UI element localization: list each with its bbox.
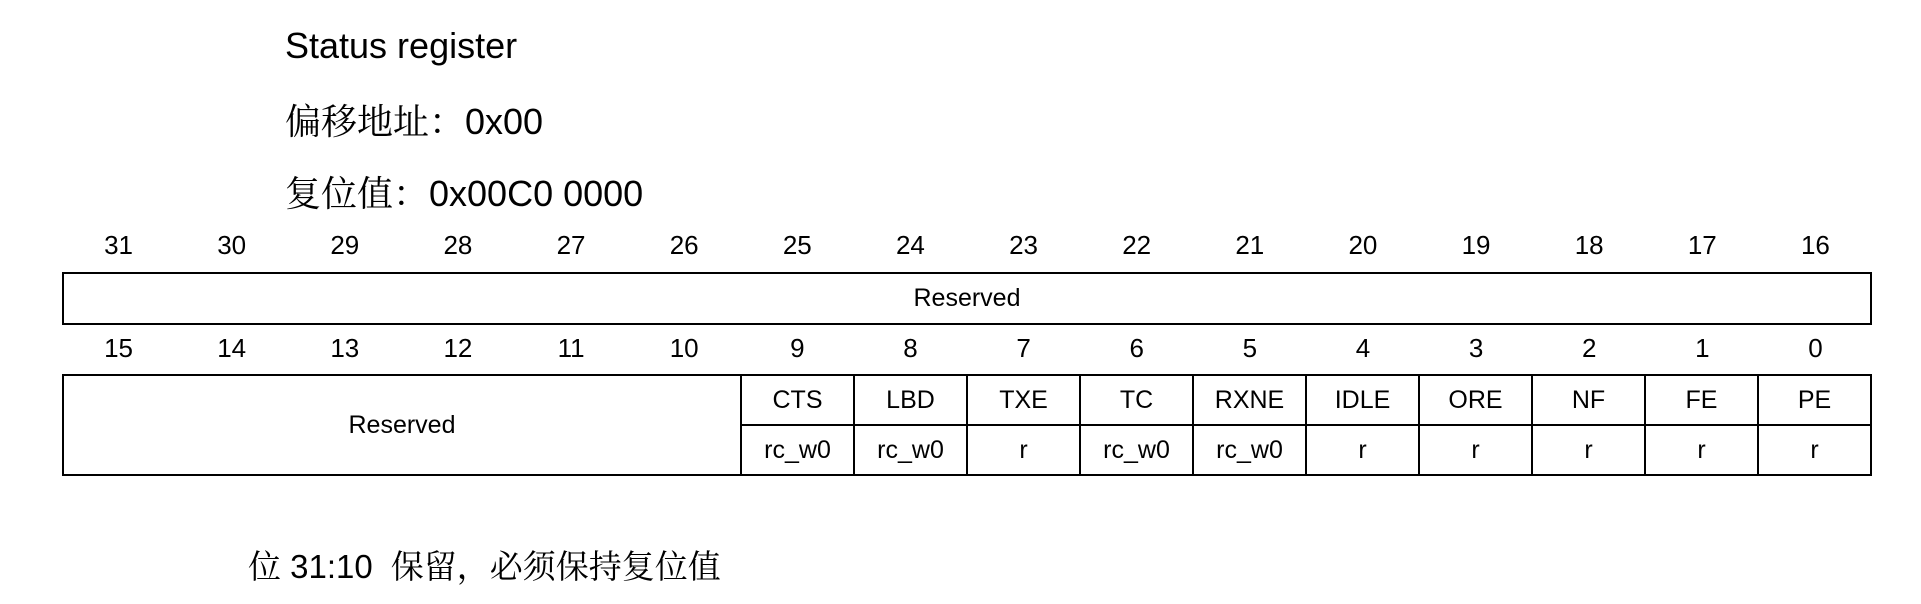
bit-number: 28	[443, 230, 473, 260]
bit-number: 18	[1574, 230, 1604, 260]
offset-value: 0x00	[465, 101, 544, 142]
bit-number: 20	[1348, 230, 1378, 260]
bit-number: 3	[1468, 333, 1484, 363]
bit-number: 30	[217, 230, 247, 260]
bit-description-text: 保留，必须保持复位值	[390, 548, 721, 585]
bit-number: 11	[557, 333, 585, 363]
bit-number: 16	[1800, 230, 1830, 260]
field-name-txe: TXE	[967, 375, 1080, 425]
offset-address	[285, 100, 543, 144]
bit-number: 19	[1461, 230, 1491, 260]
bit-number: 15	[104, 333, 134, 363]
bit-number: 13	[330, 333, 360, 363]
bit-number: 21	[1235, 230, 1265, 260]
reset-value: 0x00C0 0000	[429, 173, 644, 214]
bit-number: 14	[217, 333, 247, 363]
offset-label: 偏移地址：	[285, 101, 466, 142]
register-title: Status register	[285, 25, 518, 66]
reset-value-line	[285, 172, 643, 216]
field-access-nf: r	[1532, 425, 1645, 475]
reset-label: 复位值：	[285, 173, 430, 214]
bit-number: 29	[330, 230, 360, 260]
bit-number: 17	[1687, 230, 1717, 260]
field-name-tc: TC	[1080, 375, 1193, 425]
bit-number: 27	[556, 230, 586, 260]
field-access-lbd: rc_w0	[854, 425, 967, 475]
bit-number: 26	[669, 230, 699, 260]
bit-number: 24	[895, 230, 925, 260]
bit-number: 4	[1355, 333, 1371, 363]
bit-number: 2	[1581, 333, 1597, 363]
bit-prefix: 位	[248, 548, 281, 585]
bit-range: 31:10	[290, 548, 373, 585]
bit-number: 12	[443, 333, 473, 363]
bit-number: 9	[790, 333, 805, 363]
bit-number: 25	[782, 230, 812, 260]
bit-numbers-low	[62, 333, 1872, 364]
bit-number: 0	[1808, 333, 1823, 363]
bit-number: 22	[1122, 230, 1152, 260]
field-name-rxne: RXNE	[1193, 375, 1306, 425]
field-access-txe: r	[967, 425, 1080, 475]
field-access-rxne: rc_w0	[1193, 425, 1306, 475]
reserved-cell-low: Reserved	[63, 375, 741, 475]
field-name-nf: NF	[1532, 375, 1645, 425]
bit-number: 5	[1242, 333, 1258, 363]
field-name-row	[63, 375, 1871, 425]
field-name-lbd: LBD	[854, 375, 967, 425]
bit-number: 6	[1129, 333, 1144, 363]
field-name-idle: IDLE	[1306, 375, 1419, 425]
bit-number: 1	[1695, 333, 1710, 363]
bit-number: 23	[1009, 230, 1039, 260]
register-table-low	[62, 374, 1872, 476]
bit-description	[248, 541, 721, 588]
field-access-ore: r	[1419, 425, 1532, 475]
field-name-fe: FE	[1645, 375, 1758, 425]
field-access-pe: r	[1758, 425, 1871, 475]
register-table-high	[62, 272, 1872, 325]
field-access-cts: rc_w0	[741, 425, 854, 475]
reserved-cell-high: Reserved	[63, 273, 1871, 324]
bit-number: 7	[1016, 333, 1031, 363]
bit-number: 31	[104, 230, 134, 260]
field-name-ore: ORE	[1419, 375, 1532, 425]
field-name-cts: CTS	[741, 375, 854, 425]
field-name-pe: PE	[1758, 375, 1871, 425]
bit-number: 10	[669, 333, 699, 363]
field-access-tc: rc_w0	[1080, 425, 1193, 475]
field-access-idle: r	[1306, 425, 1419, 475]
bit-number: 8	[903, 333, 918, 363]
field-access-fe: r	[1645, 425, 1758, 475]
bit-numbers-high	[62, 230, 1872, 261]
